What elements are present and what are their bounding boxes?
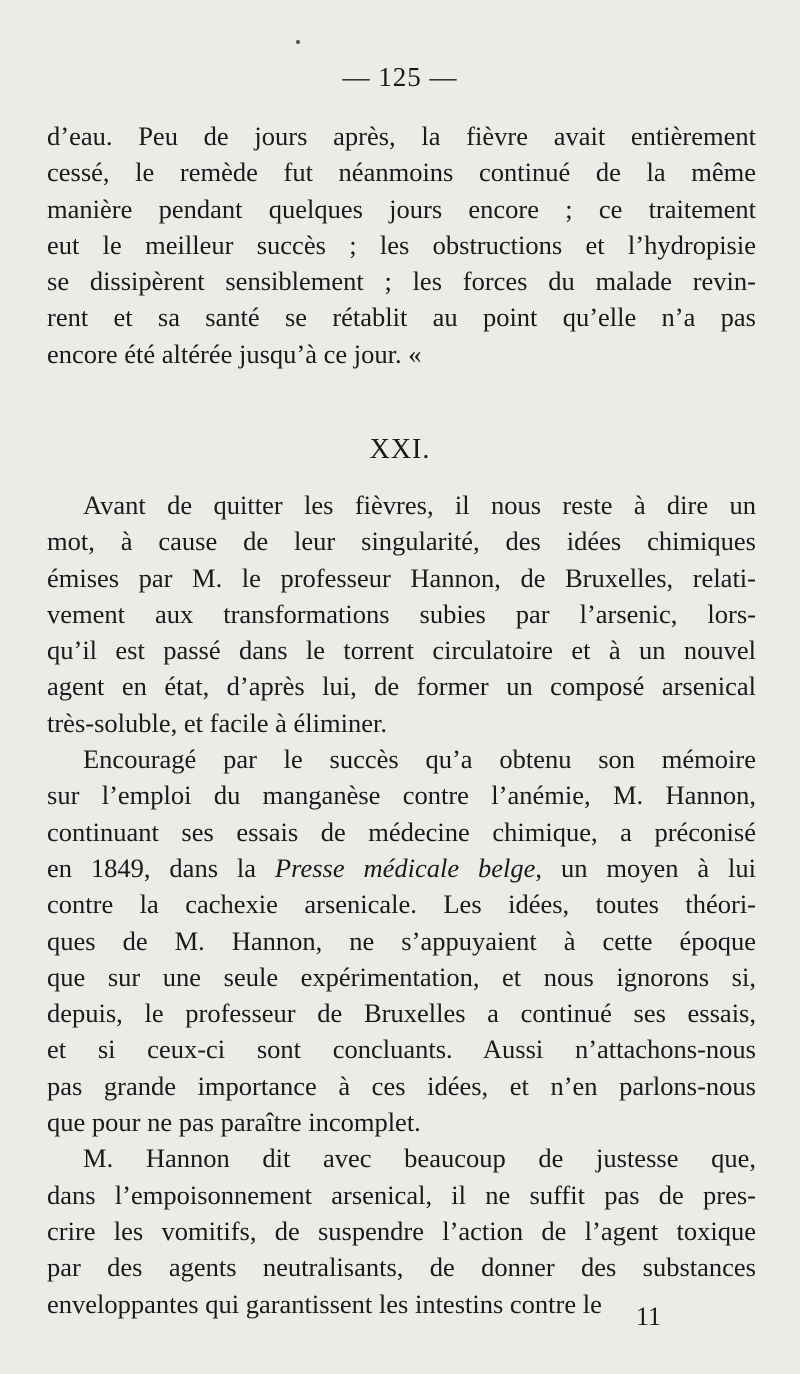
text-line: continuant ses essais de médecine chimique, a préconisé — [47, 816, 756, 847]
text-line: crire les vomitifs, de suspendre l’action de l’agent toxique — [47, 1215, 756, 1246]
text-line: rent et sa santé se rétablit au point qu’elle n’a pas — [47, 302, 756, 333]
text-line: encore été altérée jusqu’à ce jour. « — [47, 338, 422, 369]
text-line: par des agents neutralisants, de donner des substances — [47, 1252, 756, 1283]
text-line: Encouragé par le succès qu’a obtenu son mémoire — [83, 744, 756, 775]
paragraph-fevers — [47, 487, 756, 741]
text-line: émises par M. le professeur Hannon, de Bruxelles, relati- — [47, 562, 756, 593]
text-line: sur l’emploi du manganèse contre l’anémie, M. Hannon, — [47, 780, 756, 811]
text-line: que sur une seule expérimentation, et nous ignorons si, — [47, 961, 756, 992]
text-line: se dissipèrent sensiblement ; les forces du malade revin- — [47, 266, 756, 297]
text-line: agent en état, d’après lui, de former un composé arsenical — [47, 671, 756, 702]
text-line: mot, à cause de leur singularité, des idées chimiques — [47, 526, 756, 557]
text-line: dans l’empoisonnement arsenical, il ne suffit pas de pres- — [47, 1179, 756, 1210]
text-line: qu’il est passé dans le torrent circulatoire et à un nouvel — [47, 635, 756, 666]
text-line: d’eau. Peu de jours après, la fièvre avait entièrement — [47, 121, 756, 151]
section-heading: XXI. — [369, 434, 431, 465]
body-text — [47, 487, 756, 1322]
text-line: eut le meilleur succès ; les obstructions et l’hydropisie — [47, 229, 756, 260]
text-line: enveloppantes qui garantissent les intestins contre le — [47, 1288, 602, 1319]
paragraph-hannon-remarks — [47, 1140, 756, 1321]
text-line: cessé, le remède fut néanmoins continué de la même — [47, 157, 756, 188]
text-line: et si ceux-ci sont concluants. Aussi n’attachons-nous — [47, 1034, 756, 1065]
signature-mark: 11 — [636, 1302, 662, 1331]
paragraph-continued — [47, 118, 756, 372]
text-line: manière pendant quelques jours encore ; ce traitement — [47, 193, 756, 224]
text-line: en 1849, dans la Presse médicale belge, un moyen à lui — [47, 852, 756, 883]
text-line: très-soluble, et facile à éliminer. — [47, 707, 387, 738]
text-line: M. Hannon dit avec beaucoup de justesse que, — [83, 1143, 756, 1174]
text-line: ques de M. Hannon, ne s’appuyaient à cette époque — [47, 925, 756, 956]
text-line: vement aux transformations subies par l’arsenic, lors- — [47, 598, 756, 629]
paragraph-hannon-memoir — [47, 741, 756, 1140]
text-line: Avant de quitter les fièvres, il nous reste à dire un — [83, 490, 756, 520]
ink-speck — [296, 40, 300, 44]
text-line: que pour ne pas paraître incomplet. — [47, 1107, 421, 1138]
text-line: contre la cachexie arsenicale. Les idées, toutes théori- — [47, 889, 756, 920]
text-line: depuis, le professeur de Bruxelles a continué ses essais, — [47, 998, 756, 1029]
text-line: pas grande importance à ces idées, et n’en parlons-nous — [47, 1070, 756, 1101]
page-number: — 125 — — [342, 62, 458, 92]
